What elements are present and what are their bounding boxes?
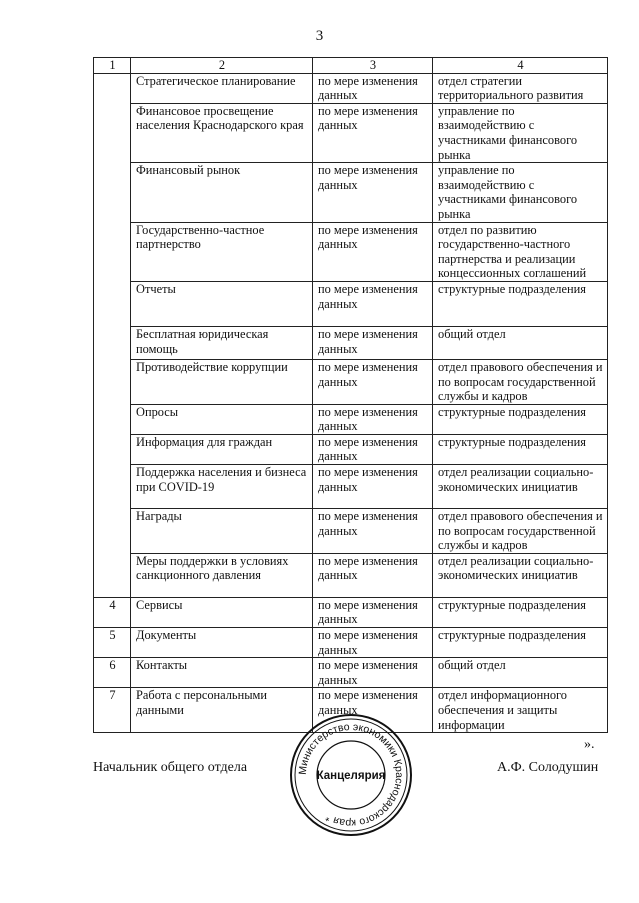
signatory-title: Начальник общего отдела (93, 760, 248, 775)
responsible-unit: отдел информационного обеспечения и защиты информации (433, 688, 608, 733)
update-period: по мере изменения данных (313, 404, 433, 434)
table-header-row (94, 58, 608, 74)
row-number: 4 (94, 597, 131, 627)
table-row (94, 163, 608, 222)
responsible-unit: структурные подразделения (433, 628, 608, 658)
section-name: Опросы (131, 404, 313, 434)
section-name: Стратегическое планирование (131, 73, 313, 103)
update-period: по мере изменения данных (313, 465, 433, 509)
table-row (94, 597, 608, 627)
column-header: 4 (433, 58, 608, 74)
table-row (94, 404, 608, 434)
update-period: по мере изменения данных (313, 163, 433, 222)
section-name: Отчеты (131, 281, 313, 326)
update-period: по мере изменения данных (313, 359, 433, 404)
section-name: Документы (131, 628, 313, 658)
section-name: Бесплатная юридическая помощь (131, 326, 313, 359)
section-name: Сервисы (131, 597, 313, 627)
closing-quote: ». (584, 737, 595, 752)
responsible-unit: структурные подразделения (433, 597, 608, 627)
responsible-unit: структурные подразделения (433, 434, 608, 464)
responsible-unit: управление по взаимодействию с участниками финансового рынка (433, 103, 608, 162)
section-name: Поддержка населения и бизнеса при COVID-19 (131, 465, 313, 509)
document-table (93, 57, 608, 733)
section-name: Информация для граждан (131, 434, 313, 464)
section-name: Государственно-частное партнерство (131, 222, 313, 281)
row-number: 7 (94, 688, 131, 733)
update-period: по мере изменения данных (313, 222, 433, 281)
column-header: 3 (313, 58, 433, 74)
responsible-unit: отдел по развитию государственно-частного партнерства и реализации концессионных соглашений (433, 222, 608, 281)
table-row (94, 222, 608, 281)
section-name: Работа с персональными данными (131, 688, 313, 733)
responsible-unit: общий отдел (433, 326, 608, 359)
responsible-unit: управление по взаимодействию с участниками финансового рынка (433, 163, 608, 222)
update-period: по мере изменения данных (313, 103, 433, 162)
table-row (94, 326, 608, 359)
table-row (94, 553, 608, 597)
stamp-center-text: Канцелярия (316, 770, 386, 782)
update-period: по мере изменения данных (313, 73, 433, 103)
page-number: 3 (315, 28, 324, 44)
update-period: по мере изменения данных (313, 434, 433, 464)
update-period: по мере изменения данных (313, 628, 433, 658)
responsible-unit: отдел стратегии территориального развития (433, 73, 608, 103)
row-number: 5 (94, 628, 131, 658)
column-header: 1 (94, 58, 131, 74)
update-period: по мере изменения данных (313, 281, 433, 326)
section-name: Контакты (131, 658, 313, 688)
table-row (94, 359, 608, 404)
update-period: по мере изменения данных (313, 597, 433, 627)
row-number (94, 73, 131, 597)
table-row (94, 434, 608, 464)
table-row (94, 628, 608, 658)
responsible-unit: отдел реализации социально-экономических инициатив (433, 465, 608, 509)
table-row (94, 281, 608, 326)
section-name: Меры поддержки в условиях санкционного давления (131, 553, 313, 597)
table-row (94, 658, 608, 688)
responsible-unit: структурные подразделения (433, 404, 608, 434)
update-period: по мере изменения данных (313, 509, 433, 554)
responsible-unit: отдел правового обеспечения и по вопросам государственной службы и кадров (433, 509, 608, 554)
table-row (94, 73, 608, 103)
section-name: Финансовое просвещение населения Краснодарского края (131, 103, 313, 162)
responsible-unit: структурные подразделения (433, 281, 608, 326)
table-row (94, 103, 608, 162)
section-name: Финансовый рынок (131, 163, 313, 222)
table-row (94, 509, 608, 554)
stamp-seal (288, 712, 414, 838)
table-body (94, 73, 608, 733)
row-number: 6 (94, 658, 131, 688)
section-name: Противодействие коррупции (131, 359, 313, 404)
responsible-unit: общий отдел (433, 658, 608, 688)
table-row (94, 465, 608, 509)
stamp-ring-text: Министерство экономики Краснодарского края * (296, 720, 406, 830)
update-period: по мере изменения данных (313, 688, 433, 733)
column-header: 2 (131, 58, 313, 74)
update-period: по мере изменения данных (313, 553, 433, 597)
signatory-name: А.Ф. Солодушин (497, 760, 599, 775)
responsible-unit: отдел правового обеспечения и по вопросам государственной службы и кадров (433, 359, 608, 404)
update-period: по мере изменения данных (313, 658, 433, 688)
section-name: Награды (131, 509, 313, 554)
responsible-unit: отдел реализации социально-экономических инициатив (433, 553, 608, 597)
update-period: по мере изменения данных (313, 326, 433, 359)
